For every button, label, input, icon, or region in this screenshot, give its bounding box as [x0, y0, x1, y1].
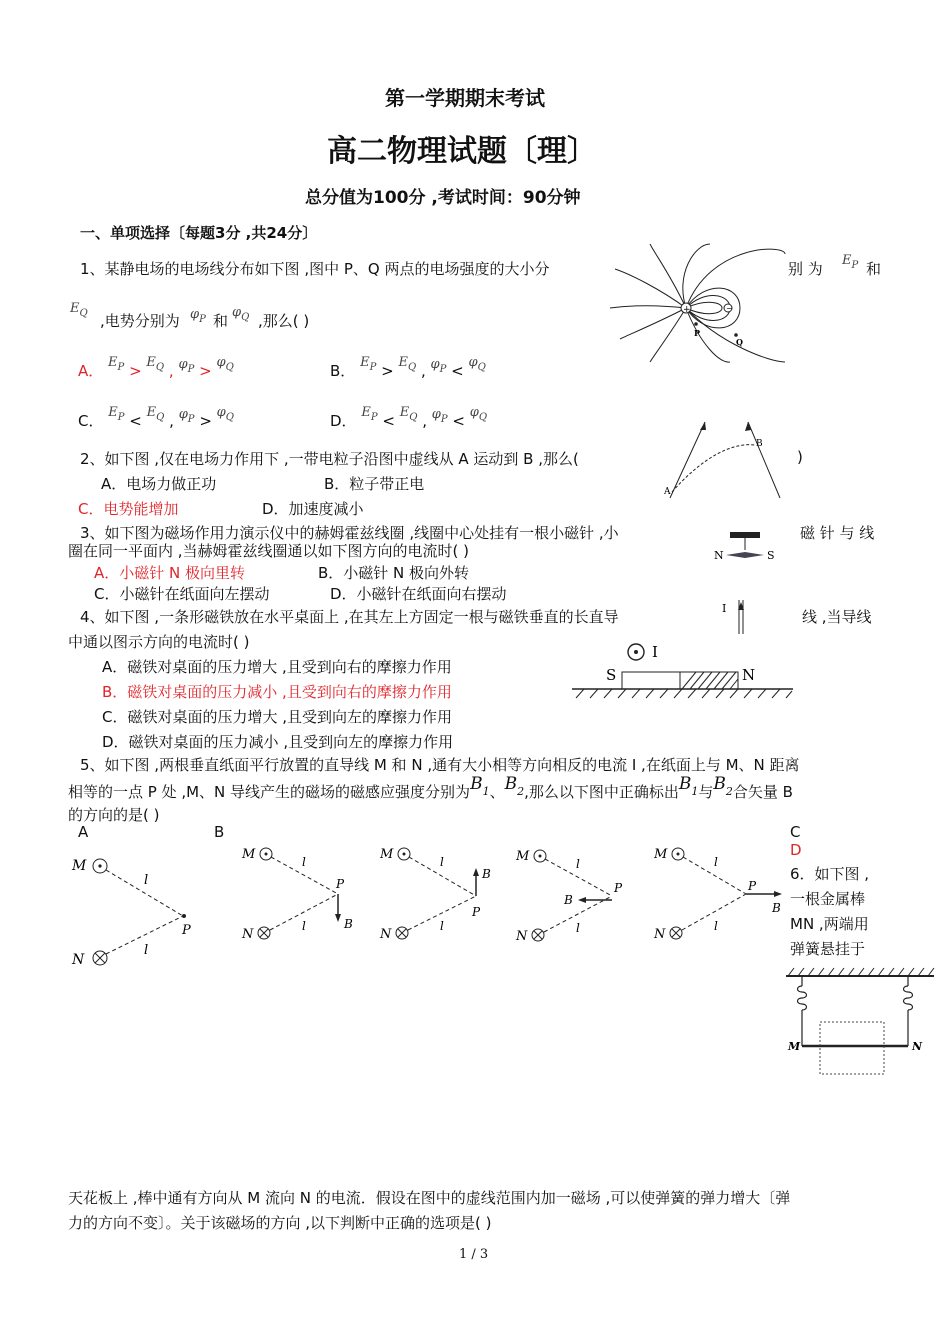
- q1-text-f: ,那么( ): [258, 312, 310, 330]
- q6-side-1: 6．如下图 ,: [790, 865, 870, 883]
- q6-text-b: 力的方向不变〕。关于该磁场的方向 ,以下判断中正确的选项是( ): [68, 1214, 492, 1232]
- q5-fig0-l1: l: [144, 873, 149, 888]
- q6-fig-m: M: [788, 1040, 801, 1053]
- q2-fig-label-b: B: [756, 439, 763, 449]
- q1-option-d: D． $E_P < E_Q$ , $\varphi_P < \varphi_Q$: [330, 405, 488, 430]
- q5-figb-m: M: [380, 847, 394, 862]
- q3-fig-label-n: N: [714, 549, 724, 562]
- q1-text-e: 和: [213, 312, 229, 330]
- q1-fig-label-q: Q: [736, 337, 743, 347]
- q5-fig0-l2: l: [144, 943, 149, 958]
- q5-figa-m: M: [242, 847, 256, 862]
- q5-option-b-figure: [378, 840, 508, 945]
- q1-text-a: 1、某静电场的电场线分布如下图 ,图中 P、Q 两点的电场强度的大小分: [80, 260, 550, 278]
- q1-text-b: 别 为: [788, 260, 823, 278]
- q5-label-a: A: [78, 823, 89, 841]
- q4-fig-label-i2: I: [652, 643, 658, 661]
- q3-option-a: A．小磁针 N 极向里转: [94, 564, 246, 582]
- q1-symbol-eq: $E_Q$: [70, 301, 88, 319]
- q5-figa-l1: l: [302, 855, 306, 869]
- q2-trajectory-figure: [660, 420, 790, 502]
- q1-fig-label-p: P: [694, 328, 701, 338]
- q5-label-d: D: [790, 841, 802, 859]
- svg-text:+: +: [683, 305, 691, 315]
- q5-figd-b: B: [772, 901, 781, 915]
- q4-text-b: 线 ,当导线: [802, 608, 872, 626]
- q5-setup-figure: [70, 848, 200, 968]
- q3-fig-label-s: S: [767, 549, 775, 562]
- q5-figc-l2: l: [576, 921, 580, 935]
- q1-symbol-ep: $E_P$: [842, 253, 859, 271]
- q5-figb-b: B: [482, 867, 491, 881]
- q5-fig0-p: P: [182, 923, 191, 938]
- q6-side-2: 一根金属棒: [790, 890, 866, 908]
- q4-option-a: A．磁铁对桌面的压力增大 ,且受到向右的摩擦力作用: [102, 658, 452, 676]
- q4-fig-label-s: S: [606, 666, 617, 684]
- q5-figb-p: P: [472, 905, 481, 919]
- q5-fig0-m: M: [72, 858, 87, 874]
- q5-figb-n: N: [380, 927, 392, 942]
- q2-option-c: C．电势能增加: [78, 500, 179, 518]
- q2-fig-label-a: A: [664, 487, 671, 497]
- q3-text-a: 3、如下图为磁场作用力演示仪中的赫姆霍兹线圈 ,线圈中心处挂有一根小磁针 ,小: [80, 524, 619, 542]
- q1-text-c: 和: [866, 260, 882, 278]
- q2-text-end: ): [797, 448, 803, 466]
- q5-fig0-n: N: [72, 952, 85, 968]
- q4-fig-label-i: I: [722, 602, 727, 615]
- q3-option-c: C．小磁针在纸面向左摆动: [94, 585, 270, 603]
- q1-option-c: C． $E_P < E_Q$ , $\varphi_P > \varphi_Q$: [78, 405, 234, 430]
- q2-option-a: A．电场力做正功: [101, 475, 217, 493]
- exam-info: 总分值为100分 ,考试时间：90分钟: [305, 188, 581, 208]
- q5-figc-l1: l: [576, 857, 580, 871]
- q5-figc-m: M: [516, 849, 530, 864]
- q4-option-c: C．磁铁对桌面的压力增大 ,且受到向左的摩擦力作用: [102, 708, 453, 726]
- q5-option-d-figure: [652, 840, 787, 945]
- q5-text-c: 的方向的是( ): [68, 806, 160, 824]
- q5-figa-n: N: [242, 927, 254, 942]
- q5-figc-p: P: [614, 881, 623, 895]
- q1-symbol-phiq: $\varphi_Q$: [232, 305, 250, 323]
- q5-option-a-figure: [240, 840, 370, 945]
- q1-symbol-phip: $\varphi_P$: [190, 307, 206, 325]
- q4-option-d: D．磁铁对桌面的压力减小 ,且受到向左的摩擦力作用: [102, 733, 454, 751]
- q2-text: 2、如下图 ,仅在电场力作用下 ,一带电粒子沿图中虚线从 A 运动到 B ,那么(: [80, 450, 579, 468]
- q5-text-a: 5、如下图 ,两根垂直纸面平行放置的直导线 M 和 N ,通有大小相等方向相反的电流 I ,在纸面上与 M、N 距离: [80, 756, 800, 774]
- q4-text-c: 中通以图示方向的电流时( ): [68, 633, 250, 651]
- q2-option-b: B．粒子带正电: [324, 475, 425, 493]
- q5-figc-b: B: [564, 893, 573, 907]
- q5-figd-p: P: [748, 879, 757, 893]
- exam-title: 高二物理试题〔理〕: [327, 134, 597, 169]
- section-heading: 一、单项选择〔每题3分 ,共24分〕: [80, 224, 318, 242]
- q6-fig-n: N: [912, 1040, 923, 1053]
- q5-figb-l2: l: [440, 919, 444, 933]
- q6-text-a: 天花板上 ,棒中通有方向从 M 流向 N 的电流．假设在图中的虚线范围内加一磁场 ,可以使弹簧的弹力增大〔弹: [68, 1189, 791, 1207]
- svg-text:−: −: [726, 304, 733, 313]
- q3-text-b: 磁 针 与 线: [800, 524, 875, 542]
- q5-label-c: C: [790, 823, 801, 841]
- q5-figa-l2: l: [302, 919, 306, 933]
- q5-text-b: 相等的一点 P 处 ,M、N 导线产生的磁场的磁感应强度分别为$B_1$、$B_2$,那么以下图中正确标出$B_1$与$B_2$合矢量 B: [68, 774, 793, 801]
- q5-figd-l1: l: [714, 855, 718, 869]
- q3-option-b: B．小磁针 N 极向外转: [318, 564, 470, 582]
- q3-text-c: 圈在同一平面内 ,当赫姆霍兹线圈通以如下图方向的电流时( ): [68, 542, 470, 560]
- q1-option-b: B． $E_P > E_Q$ , $\varphi_P < \varphi_Q$: [330, 355, 486, 380]
- page-number: 1 / 3: [459, 1247, 489, 1262]
- q6-side-3: MN ,两端用: [790, 915, 869, 933]
- q5-label-b: B: [214, 823, 225, 841]
- q5-figd-l2: l: [714, 919, 718, 933]
- q4-option-b: B．磁铁对桌面的压力减小 ,且受到向右的摩擦力作用: [102, 683, 452, 701]
- q5-figd-m: M: [654, 847, 668, 862]
- q4-magnet-figure: [570, 638, 795, 704]
- q3-option-d: D．小磁针在纸面向右摆动: [330, 585, 507, 603]
- q5-figd-n: N: [654, 927, 666, 942]
- q5-figa-p: P: [336, 877, 345, 891]
- q6-side-4: 弹簧悬挂于: [790, 940, 866, 958]
- q5-figa-b: B: [344, 917, 353, 931]
- q5-figc-n: N: [516, 929, 528, 944]
- q4-current-arrow-figure: [718, 596, 758, 636]
- q2-option-d: D．加速度减小: [262, 500, 364, 518]
- exam-subtitle: 第一学期期末考试: [385, 86, 545, 110]
- q1-option-a: A． $E_P > E_Q$ , $\varphi_P > \varphi_Q$: [78, 355, 234, 380]
- q1-text-d: ,电势分别为: [100, 312, 180, 330]
- q5-figb-l1: l: [440, 855, 444, 869]
- q1-field-line-figure: [610, 244, 785, 364]
- q4-text-a: 4、如下图 ,一条形磁铁放在水平桌面上 ,在其左上方固定一根与磁铁垂直的长直导: [80, 608, 619, 626]
- q5-option-c-figure: [514, 842, 644, 947]
- q6-spring-rod-figure: [784, 966, 936, 1078]
- q4-fig-label-n: N: [742, 666, 756, 684]
- q3-compass-figure: [712, 528, 782, 568]
